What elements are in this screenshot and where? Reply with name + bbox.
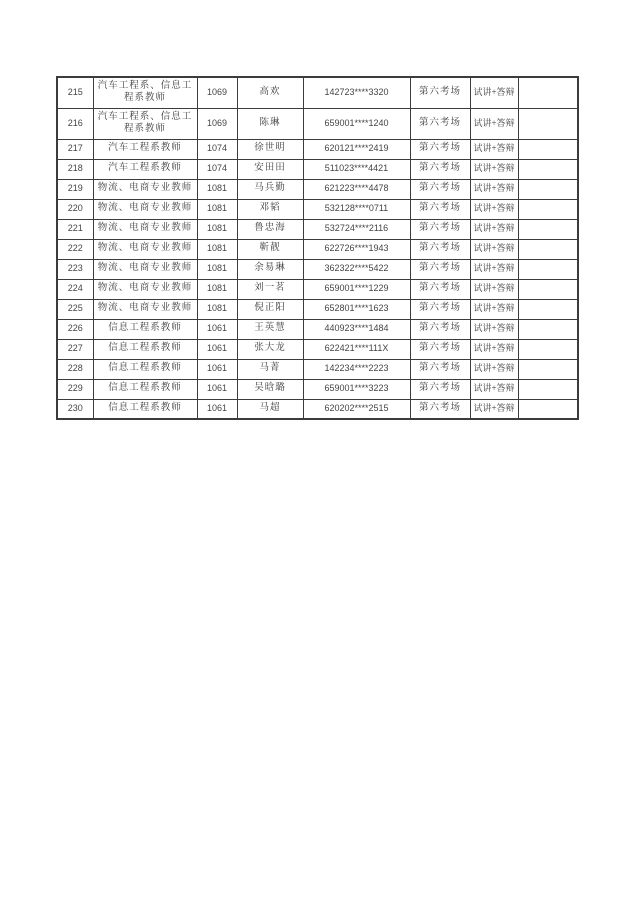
cell-seq-number: 219 — [57, 179, 93, 199]
cell-remark — [518, 299, 578, 319]
cell-position-title: 汽车工程系、信息工程系教师 — [93, 77, 197, 108]
table-row — [57, 379, 578, 399]
table-row — [57, 279, 578, 299]
table-row — [57, 399, 578, 419]
cell-exam-format: 试讲+答辩 — [470, 279, 518, 299]
cell-seq-number: 226 — [57, 319, 93, 339]
cell-exam-room: 第六考场 — [410, 339, 470, 359]
cell-exam-room: 第六考场 — [410, 77, 470, 108]
cell-candidate-name: 安田田 — [237, 159, 303, 179]
table-row — [57, 339, 578, 359]
cell-candidate-name: 马菁 — [237, 359, 303, 379]
cell-position-code: 1061 — [197, 379, 237, 399]
cell-position-code: 1081 — [197, 179, 237, 199]
cell-candidate-name: 余易琳 — [237, 259, 303, 279]
cell-position-title: 汽车工程系教师 — [93, 159, 197, 179]
table-row — [57, 219, 578, 239]
cell-remark — [518, 77, 578, 108]
cell-id-number: 622421****111X — [303, 339, 410, 359]
cell-id-number: 620121****2419 — [303, 139, 410, 159]
cell-exam-format: 试讲+答辩 — [470, 219, 518, 239]
cell-seq-number: 215 — [57, 77, 93, 108]
exam-table-body — [57, 77, 578, 419]
cell-position-title: 汽车工程系、信息工程系教师 — [93, 108, 197, 139]
cell-position-code: 1081 — [197, 199, 237, 219]
cell-remark — [518, 139, 578, 159]
table-row — [57, 259, 578, 279]
cell-position-code: 1069 — [197, 77, 237, 108]
cell-position-title: 信息工程系教师 — [93, 399, 197, 419]
cell-position-code: 1074 — [197, 139, 237, 159]
cell-exam-room: 第六考场 — [410, 139, 470, 159]
cell-seq-number: 227 — [57, 339, 93, 359]
cell-candidate-name: 邓韬 — [237, 199, 303, 219]
cell-exam-room: 第六考场 — [410, 159, 470, 179]
cell-seq-number: 229 — [57, 379, 93, 399]
cell-candidate-name: 马超 — [237, 399, 303, 419]
cell-position-code: 1061 — [197, 319, 237, 339]
table-row — [57, 179, 578, 199]
cell-position-code: 1061 — [197, 339, 237, 359]
cell-candidate-name: 鲁忠海 — [237, 219, 303, 239]
cell-exam-room: 第六考场 — [410, 108, 470, 139]
cell-position-title: 物流、电商专业教师 — [93, 259, 197, 279]
table-row — [57, 359, 578, 379]
cell-id-number: 142723****3320 — [303, 77, 410, 108]
cell-seq-number: 223 — [57, 259, 93, 279]
cell-position-title: 汽车工程系教师 — [93, 139, 197, 159]
cell-exam-format: 试讲+答辩 — [470, 379, 518, 399]
cell-seq-number: 218 — [57, 159, 93, 179]
cell-remark — [518, 359, 578, 379]
table-row — [57, 159, 578, 179]
cell-position-title: 物流、电商专业教师 — [93, 199, 197, 219]
cell-remark — [518, 399, 578, 419]
cell-exam-room: 第六考场 — [410, 299, 470, 319]
cell-position-title: 信息工程系教师 — [93, 319, 197, 339]
cell-seq-number: 221 — [57, 219, 93, 239]
cell-position-code: 1061 — [197, 399, 237, 419]
cell-exam-room: 第六考场 — [410, 179, 470, 199]
cell-position-title: 物流、电商专业教师 — [93, 239, 197, 259]
cell-position-code: 1081 — [197, 299, 237, 319]
table-row — [57, 199, 578, 219]
cell-remark — [518, 259, 578, 279]
cell-exam-format: 试讲+答辩 — [470, 108, 518, 139]
cell-candidate-name: 徐世明 — [237, 139, 303, 159]
cell-seq-number: 230 — [57, 399, 93, 419]
cell-candidate-name: 陈琳 — [237, 108, 303, 139]
cell-position-title: 信息工程系教师 — [93, 339, 197, 359]
cell-exam-room: 第六考场 — [410, 359, 470, 379]
cell-position-code: 1069 — [197, 108, 237, 139]
cell-candidate-name: 高欢 — [237, 77, 303, 108]
cell-remark — [518, 159, 578, 179]
cell-id-number: 621223****4478 — [303, 179, 410, 199]
cell-id-number: 511023****4421 — [303, 159, 410, 179]
cell-exam-format: 试讲+答辩 — [470, 399, 518, 419]
cell-exam-format: 试讲+答辩 — [470, 339, 518, 359]
cell-remark — [518, 279, 578, 299]
table-row — [57, 319, 578, 339]
cell-remark — [518, 319, 578, 339]
cell-position-code: 1081 — [197, 279, 237, 299]
exam-candidate-table — [56, 76, 579, 420]
cell-position-code: 1081 — [197, 239, 237, 259]
cell-exam-room: 第六考场 — [410, 259, 470, 279]
cell-candidate-name: 张大龙 — [237, 339, 303, 359]
cell-id-number: 659001****1229 — [303, 279, 410, 299]
cell-position-title: 信息工程系教师 — [93, 359, 197, 379]
cell-candidate-name: 马兵勤 — [237, 179, 303, 199]
cell-exam-format: 试讲+答辩 — [470, 77, 518, 108]
cell-candidate-name: 靳靓 — [237, 239, 303, 259]
cell-exam-format: 试讲+答辩 — [470, 239, 518, 259]
cell-remark — [518, 239, 578, 259]
cell-remark — [518, 179, 578, 199]
cell-exam-format: 试讲+答辩 — [470, 299, 518, 319]
cell-position-title: 物流、电商专业教师 — [93, 299, 197, 319]
cell-exam-room: 第六考场 — [410, 319, 470, 339]
cell-exam-room: 第六考场 — [410, 199, 470, 219]
table-row — [57, 108, 578, 139]
table-row — [57, 299, 578, 319]
cell-seq-number: 217 — [57, 139, 93, 159]
cell-position-title: 物流、电商专业教师 — [93, 219, 197, 239]
cell-position-code: 1081 — [197, 259, 237, 279]
table-row — [57, 77, 578, 108]
table-row — [57, 239, 578, 259]
cell-id-number: 440923****1484 — [303, 319, 410, 339]
cell-candidate-name: 刘一茗 — [237, 279, 303, 299]
cell-seq-number: 220 — [57, 199, 93, 219]
cell-position-title: 信息工程系教师 — [93, 379, 197, 399]
cell-id-number: 532128****0711 — [303, 199, 410, 219]
cell-exam-format: 试讲+答辩 — [470, 199, 518, 219]
cell-exam-room: 第六考场 — [410, 399, 470, 419]
cell-position-code: 1061 — [197, 359, 237, 379]
cell-id-number: 652801****1623 — [303, 299, 410, 319]
cell-candidate-name: 吴晗璐 — [237, 379, 303, 399]
cell-exam-format: 试讲+答辩 — [470, 319, 518, 339]
cell-candidate-name: 倪正阳 — [237, 299, 303, 319]
cell-exam-room: 第六考场 — [410, 279, 470, 299]
cell-exam-format: 试讲+答辩 — [470, 259, 518, 279]
cell-exam-format: 试讲+答辩 — [470, 139, 518, 159]
cell-exam-room: 第六考场 — [410, 239, 470, 259]
cell-exam-format: 试讲+答辩 — [470, 159, 518, 179]
cell-candidate-name: 王英慧 — [237, 319, 303, 339]
cell-exam-room: 第六考场 — [410, 379, 470, 399]
cell-id-number: 362322****5422 — [303, 259, 410, 279]
cell-seq-number: 224 — [57, 279, 93, 299]
cell-exam-room: 第六考场 — [410, 219, 470, 239]
cell-position-title: 物流、电商专业教师 — [93, 279, 197, 299]
cell-id-number: 532724****2116 — [303, 219, 410, 239]
cell-remark — [518, 219, 578, 239]
cell-remark — [518, 108, 578, 139]
cell-position-code: 1081 — [197, 219, 237, 239]
cell-seq-number: 225 — [57, 299, 93, 319]
cell-position-title: 物流、电商专业教师 — [93, 179, 197, 199]
cell-id-number: 620202****2515 — [303, 399, 410, 419]
cell-exam-format: 试讲+答辩 — [470, 179, 518, 199]
cell-id-number: 659001****1240 — [303, 108, 410, 139]
cell-position-code: 1074 — [197, 159, 237, 179]
cell-id-number: 659001****3223 — [303, 379, 410, 399]
cell-remark — [518, 339, 578, 359]
cell-seq-number: 222 — [57, 239, 93, 259]
cell-seq-number: 228 — [57, 359, 93, 379]
cell-id-number: 142234****2223 — [303, 359, 410, 379]
cell-seq-number: 216 — [57, 108, 93, 139]
table-row — [57, 139, 578, 159]
cell-id-number: 622726****1943 — [303, 239, 410, 259]
cell-remark — [518, 199, 578, 219]
cell-remark — [518, 379, 578, 399]
cell-exam-format: 试讲+答辩 — [470, 359, 518, 379]
